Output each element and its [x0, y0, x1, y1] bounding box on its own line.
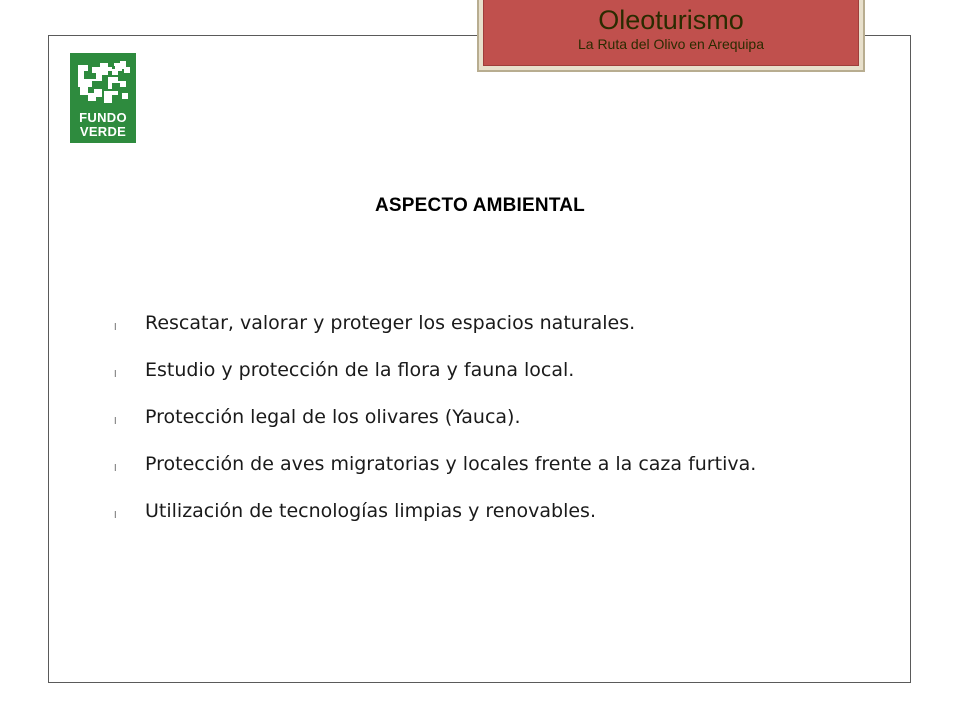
- bullet-marker: l: [114, 370, 117, 380]
- header-badge: [477, 0, 865, 72]
- logo-text-line2: VERDE: [79, 124, 127, 139]
- section-title: ASPECTO AMBIENTAL: [375, 195, 585, 216]
- header-badge-inner: [483, 0, 859, 66]
- bullet-text: Rescatar, valorar y proteger los espacios naturales.: [145, 312, 636, 334]
- bullet-marker: l: [114, 417, 117, 427]
- bullet-text: Protección legal de los olivares (Yauca).: [145, 406, 521, 428]
- bullet-marker: l: [114, 464, 117, 474]
- list-item: [112, 394, 864, 441]
- bullet-text: Utilización de tecnologías limpias y renovables.: [145, 500, 596, 522]
- bullet-text: Estudio y protección de la flora y fauna local.: [145, 359, 575, 381]
- list-item: [112, 300, 864, 347]
- bullet-marker: l: [114, 323, 117, 333]
- logo-text-line1: FUNDO: [79, 110, 127, 125]
- list-item: [112, 347, 864, 394]
- fundo-verde-logo: [70, 53, 136, 143]
- bullet-text: Protección de aves migratorias y locales frente a la caza furtiva.: [145, 453, 757, 475]
- list-item: [112, 488, 864, 535]
- lizard-icon: [70, 53, 136, 111]
- bullet-marker: l: [114, 511, 117, 521]
- bullet-list: [112, 300, 864, 535]
- list-item: [112, 441, 864, 488]
- header-subtitle: La Ruta del Olivo en Arequipa: [577, 36, 764, 52]
- header-title: Oleoturismo: [598, 5, 744, 35]
